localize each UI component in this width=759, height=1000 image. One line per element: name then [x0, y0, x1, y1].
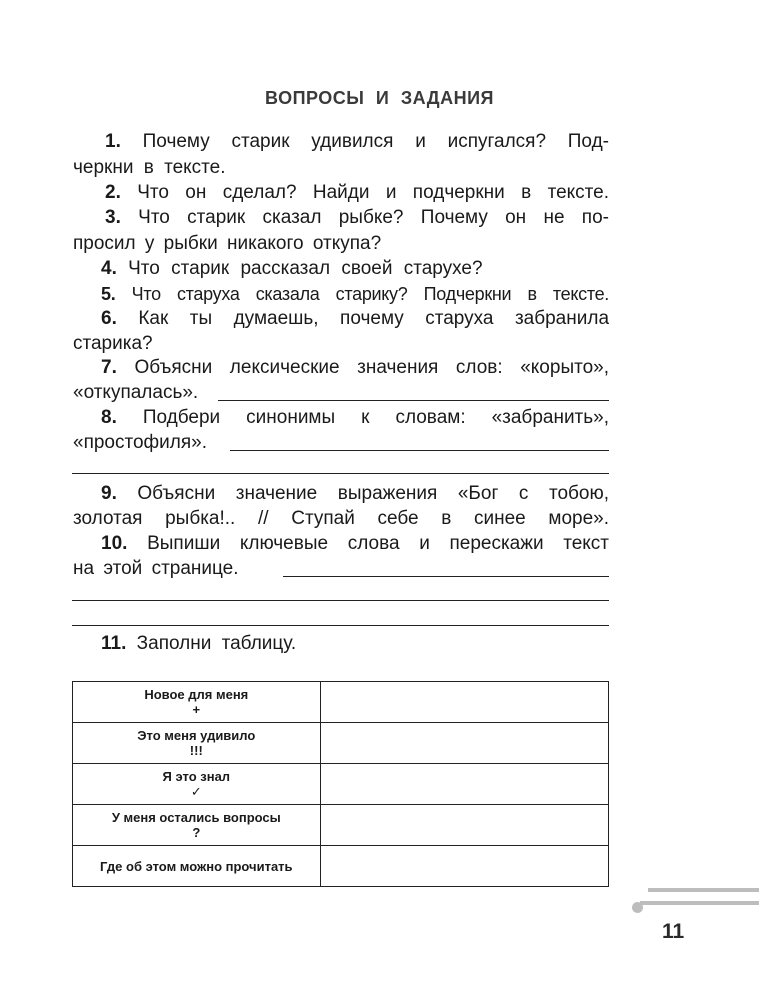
question-8-line-1: [73, 406, 609, 430]
table-answer-cell[interactable]: [320, 805, 608, 846]
question-5-text: Что старуха сказала старику? Подчеркни в тексте.: [131, 284, 610, 304]
label-questions-left: У меня остались вопросы: [111, 810, 281, 825]
question-1-line-1: [73, 130, 609, 154]
answer-line-7[interactable]: [218, 400, 609, 401]
question-4-text: Что старик рассказал своей старухе?: [128, 258, 483, 279]
answer-line-8a[interactable]: [230, 450, 609, 451]
question-8-number: 8.: [101, 407, 117, 428]
table-row: [73, 805, 609, 846]
question-3-line-2: просил у рыбки никакого откупа?: [73, 233, 382, 254]
table-row-label: [73, 682, 321, 723]
answer-line-10b[interactable]: [72, 600, 609, 601]
question-mark-symbol: ?: [192, 825, 201, 840]
question-8-line-2: [73, 431, 609, 455]
table-answer-cell[interactable]: [320, 846, 608, 887]
plus-symbol: +: [192, 702, 201, 717]
question-7-line-2: [73, 381, 609, 405]
question-9-number: 9.: [101, 483, 117, 504]
question-10-line-1: [73, 532, 609, 556]
question-5-line-1: [73, 282, 609, 306]
question-7-word: «откупалась».: [73, 382, 199, 403]
question-3-number: 3.: [105, 207, 121, 228]
table-answer-cell[interactable]: [320, 764, 608, 805]
question-1-text: Почему старик удивился и испугался? Под-: [142, 131, 609, 152]
question-3-line-1: [73, 206, 609, 230]
checkmark-icon: ✓: [190, 784, 202, 799]
question-4-line-1: [73, 257, 609, 281]
question-2-text: Что он сделал? Найди и подчеркни в тексте.: [137, 182, 609, 203]
label-surprised-me: Это меня удивило: [137, 728, 256, 743]
question-2-number: 2.: [105, 182, 121, 203]
question-7-text: Объясни лексические значения слов: «корыто»,: [134, 357, 610, 378]
table-answer-cell[interactable]: [320, 723, 608, 764]
question-11-number: 11.: [101, 633, 127, 654]
question-9-text: Объясни значение выражения «Бог с тобою,: [137, 483, 610, 504]
question-3-text: Что старик сказал рыбке? Почему он не по-: [138, 207, 609, 228]
question-9-line-2: золотая рыбка!.. // Ступай себе в синее море».: [73, 508, 609, 529]
section-title: ВОПРОСЫ И ЗАДАНИЯ: [265, 88, 494, 108]
table-row: [73, 846, 609, 887]
table-answer-cell[interactable]: [320, 682, 608, 723]
decorative-line-top: [648, 888, 759, 892]
question-10-phrase: на этой странице.: [73, 558, 239, 579]
answer-line-10c[interactable]: [72, 625, 609, 626]
question-9-line-1: [73, 482, 609, 506]
question-10-number: 10.: [101, 533, 128, 554]
question-8-word: «простофиля».: [73, 432, 208, 453]
question-11-text: Заполни таблицу.: [136, 633, 297, 654]
table-row: [73, 723, 609, 764]
label-where-to-read: Где об этом можно прочитать: [100, 858, 293, 874]
question-6-line-2: старика?: [73, 333, 153, 354]
question-5-number: 5.: [101, 284, 116, 304]
label-new-for-me: Новое для меня: [144, 687, 249, 702]
answer-line-10a[interactable]: [283, 576, 609, 577]
exclamation-symbol: !!!: [189, 743, 203, 758]
question-6-number: 6.: [101, 308, 117, 329]
question-1-number: 1.: [105, 131, 121, 152]
question-7-line-1: [73, 356, 609, 380]
table-row-label: [73, 846, 321, 887]
question-6-text: Как ты думаешь, почему старуха забранила: [138, 308, 610, 329]
table-row: [73, 682, 609, 723]
question-1-line-2: черкни в тексте.: [73, 157, 226, 178]
answer-line-8b[interactable]: [72, 473, 609, 474]
question-10-text: Выпиши ключевые слова и перескажи текст: [147, 533, 610, 554]
question-6-line-1: [73, 307, 609, 331]
question-7-number: 7.: [101, 357, 117, 378]
question-8-text: Подбери синонимы к словам: «забранить»,: [142, 407, 609, 428]
label-i-knew-this: Я это знал: [162, 769, 231, 784]
table-row-label: [73, 764, 321, 805]
table-row-label: [73, 723, 321, 764]
decorative-dot: [632, 902, 643, 913]
question-2-line-1: [73, 181, 609, 205]
table-row-label: [73, 805, 321, 846]
page-number: 11: [662, 920, 685, 943]
table-row: [73, 764, 609, 805]
decorative-line-bottom: [640, 901, 759, 905]
question-10-line-2: [73, 557, 609, 581]
question-11-line-1: [73, 632, 609, 656]
reflection-table: [72, 681, 609, 887]
question-4-number: 4.: [101, 258, 117, 279]
